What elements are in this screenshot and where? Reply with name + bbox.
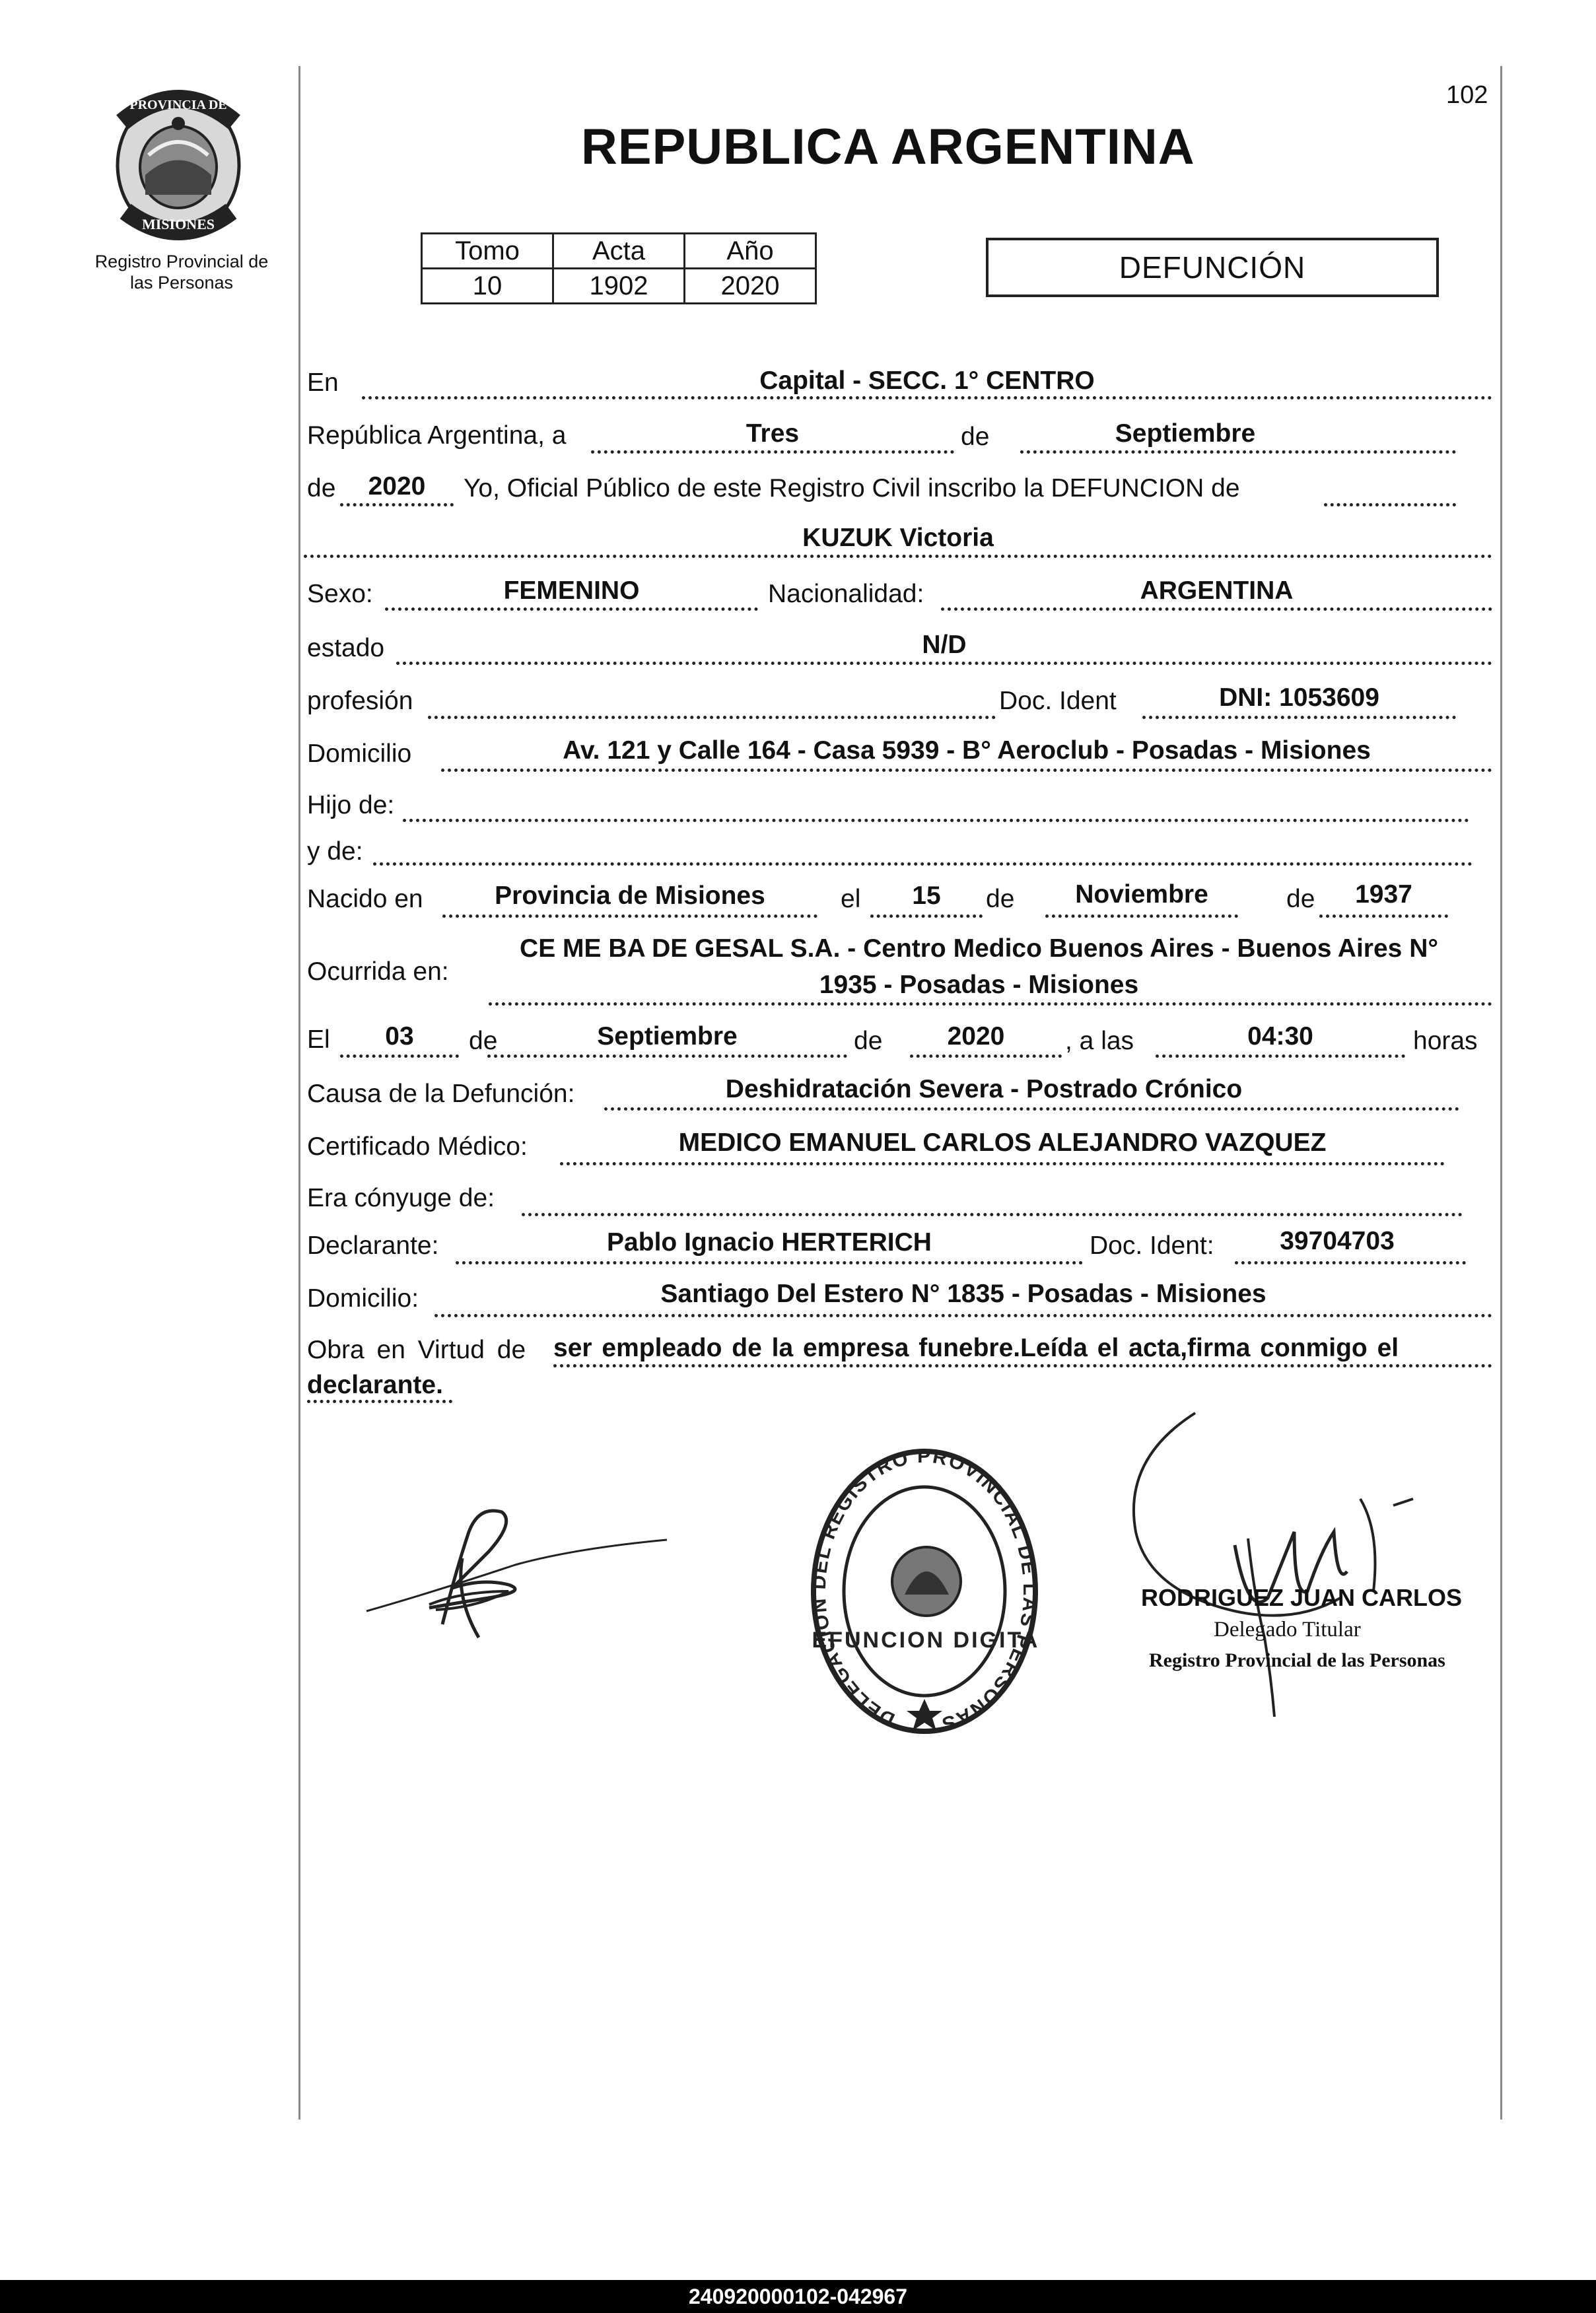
line-obra-1 (553, 1364, 1492, 1367)
value-causa: Deshidratación Severa - Postrado Crónico (725, 1075, 1243, 1103)
label-nacionalidad: Nacionalidad: (768, 580, 924, 608)
line-nacido-lugar (442, 915, 817, 918)
line-certificado (560, 1162, 1445, 1165)
signatory-office: Registro Provincial de las Personas (1149, 1649, 1445, 1671)
label-declarante: Declarante: (307, 1231, 439, 1260)
table-header-tomo: Tomo (422, 234, 553, 269)
value-estado: N/D (922, 631, 967, 659)
line-sexo (385, 607, 758, 611)
label-horas: horas (1413, 1027, 1478, 1055)
line-profesion (428, 716, 996, 719)
value-nacido-dia: 15 (912, 881, 941, 910)
label-fallec-de-mes: de (469, 1027, 498, 1055)
line-y-de (373, 862, 1473, 866)
value-nacido-anio: 1937 (1355, 880, 1412, 909)
table-value-tomo: 10 (422, 269, 553, 304)
value-ocurrida-line2: 1935 - Posadas - Misiones (819, 971, 1139, 999)
value-fallec-dia: 03 (385, 1022, 414, 1051)
label-a-las: , a las (1065, 1027, 1134, 1055)
label-domicilio-declarante: Domicilio: (307, 1284, 419, 1313)
label-nacido-de-mes: de (986, 885, 1015, 913)
official-stamp (809, 1443, 1040, 1740)
line-dia (591, 450, 954, 454)
declarant-signature (357, 1492, 674, 1651)
label-y-de: y de: (307, 837, 363, 866)
line-domicilio-declarante (434, 1314, 1492, 1317)
line-lugar (362, 396, 1492, 399)
svg-text:MISIONES: MISIONES (141, 216, 215, 232)
table-header-anio: Año (685, 234, 816, 269)
value-fallec-mes: Septiembre (597, 1022, 738, 1051)
label-causa: Causa de la Defunción: (307, 1080, 575, 1108)
table-header-acta: Acta (553, 234, 685, 269)
label-de-mes: de (961, 423, 990, 451)
value-anio: 2020 (368, 472, 426, 501)
left-margin-line (298, 66, 300, 2120)
label-domicilio: Domicilio (307, 740, 412, 768)
label-obra: Obra en Virtud de (307, 1336, 526, 1364)
label-republica: República Argentina, a (307, 421, 567, 450)
label-hijo-de: Hijo de: (307, 791, 395, 819)
value-domicilio: Av. 121 y Calle 164 - Casa 5939 - B° Aeroclub - Posadas - Misiones (563, 736, 1371, 765)
line-fallec-mes (487, 1054, 847, 1058)
value-mes: Septiembre (1115, 419, 1256, 448)
line-nacido-anio (1319, 915, 1448, 918)
line-declarante-doc (1235, 1261, 1466, 1264)
line-ocurrida (489, 1002, 1492, 1006)
line-hijo-de (403, 819, 1469, 822)
line-fallec-anio (910, 1054, 1062, 1058)
line-estado (396, 662, 1492, 665)
label-certificado: Certificado Médico: (307, 1132, 528, 1161)
value-declarante: Pablo Ignacio HERTERICH (607, 1228, 932, 1257)
label-nacido-el: el (841, 885, 861, 913)
svg-text:DEFUNCION DIGITAL: EFUNCION DIGITA (812, 1628, 1040, 1653)
value-nombre: KUZUK Victoria (802, 524, 994, 552)
line-obra-2 (307, 1400, 452, 1403)
line-nacido-mes (1045, 915, 1238, 918)
line-causa (604, 1107, 1459, 1111)
line-domicilio (441, 769, 1492, 772)
label-doc-ident-declarante: Doc. Ident: (1090, 1231, 1214, 1260)
label-yo-oficial: Yo, Oficial Público de este Registro Civil inscribo la DEFUNCION de (464, 474, 1240, 502)
line-nacionalidad (941, 607, 1492, 611)
line-hora (1156, 1054, 1405, 1058)
value-ocurrida-line1: CE ME BA DE GESAL S.A. - Centro Medico Buenos Aires - Buenos Aires N° (520, 934, 1438, 963)
label-nacido-en: Nacido en (307, 885, 423, 913)
svg-text:PROVINCIA DE: PROVINCIA DE (129, 98, 227, 112)
registry-name-line2: las Personas (129, 273, 234, 293)
province-seal-logo (109, 83, 248, 241)
value-domicilio-declarante: Santiago Del Estero N° 1835 - Posadas - Misiones (660, 1280, 1266, 1308)
record-type-box: DEFUNCIÓN (986, 238, 1439, 297)
line-declarante (456, 1261, 1083, 1264)
label-estado: estado (307, 634, 385, 662)
line-anio (340, 503, 454, 506)
label-doc-ident: Doc. Ident (999, 687, 1117, 715)
document-footer-code: 240920000102-042967 (0, 2280, 1596, 2313)
signatory-name: RODRIGUEZ JUAN CARLOS (1141, 1584, 1463, 1611)
value-obra-line2: declarante. (307, 1371, 443, 1399)
label-ocurrida-en: Ocurrida en: (307, 957, 449, 986)
line-nombre (304, 555, 1492, 558)
line-mes (1020, 450, 1456, 454)
value-declarante-doc: 39704703 (1280, 1227, 1395, 1255)
value-fallec-anio: 2020 (947, 1022, 1005, 1051)
line-defuncion-de (1324, 503, 1456, 506)
label-sexo: Sexo: (307, 580, 373, 608)
table-value-acta: 1902 (553, 269, 685, 304)
value-sexo: FEMENINO (503, 576, 640, 605)
label-conyuge: Era cónyuge de: (307, 1184, 495, 1212)
value-doc-ident: DNI: 1053609 (1219, 683, 1379, 712)
value-lugar: Capital - SECC. 1° CENTRO (759, 366, 1095, 395)
value-nacido-mes: Noviembre (1075, 880, 1208, 909)
record-number-table (421, 232, 817, 304)
right-margin-line (1500, 66, 1502, 2120)
label-el: El (307, 1025, 330, 1054)
signatory-title: Delegado Titular (1214, 1618, 1361, 1641)
table-value-anio: 2020 (685, 269, 816, 304)
label-en: En (307, 368, 339, 397)
value-nacionalidad: ARGENTINA (1140, 576, 1294, 605)
value-dia: Tres (746, 419, 800, 448)
value-obra-line1: ser empleado de la empresa funebre.Leída el acta,firma conmigo el (553, 1334, 1399, 1362)
label-nacido-de-anio: de (1286, 885, 1315, 913)
label-profesion: profesión (307, 687, 413, 715)
svg-text:DELEGACION DEL REGISTRO PROVIN: DELEGACION DEL REGISTRO PROVINCIAL DE LAS PERSONAS (809, 1445, 1040, 1736)
line-doc-ident (1142, 716, 1456, 719)
label-de-anio: de (307, 474, 336, 502)
registrar-signature (1083, 1400, 1453, 1730)
value-certificado: MEDICO EMANUEL CARLOS ALEJANDRO VAZQUEZ (678, 1128, 1327, 1157)
line-nacido-dia (870, 915, 983, 918)
page-title: REPUBLICA ARGENTINA (581, 119, 1195, 175)
value-nacido-lugar: Provincia de Misiones (495, 881, 765, 910)
line-fallec-dia (340, 1054, 459, 1058)
value-hora: 04:30 (1247, 1022, 1313, 1051)
page-number: 102 (1446, 81, 1488, 109)
registry-name-line1: Registro Provincial de (94, 252, 269, 271)
label-fallec-de-anio: de (854, 1027, 883, 1055)
line-conyuge (522, 1213, 1463, 1216)
